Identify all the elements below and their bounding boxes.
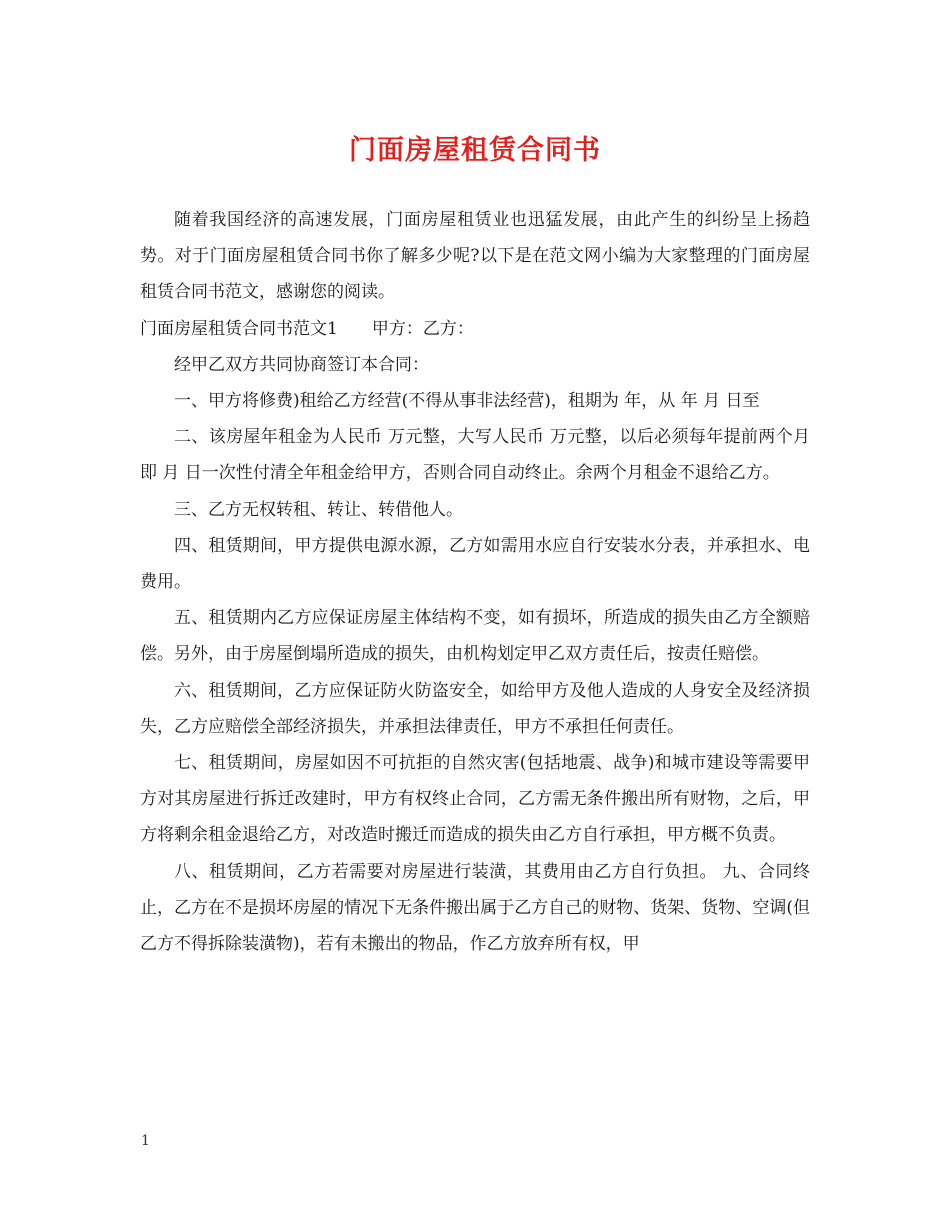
clause-3: 三、乙方无权转租、转让、转借他人。 [174, 499, 463, 520]
sample-heading-parties: 门面房屋租赁合同书范文1 甲方：乙方： [140, 318, 474, 339]
clause-5: 五、租赁期内乙方应保证房屋主体结构不变，如有损坏，所造成的损失由乙方全额赔偿。另外，由于房屋倒塌所造成的损失，由机构划定甲乙双方责任后，按责任赔偿。 [140, 608, 810, 665]
document-body [140, 202, 810, 962]
clause-2: 二、该房屋年租金为人民币 万元整，大写人民币 万元整，以后必须每年提前两个月即 月 日一次性付清全年租金给甲方，否则合同自动终止。余两个月租金不退给乙方。 [140, 427, 810, 484]
intro-paragraph: 随着我国经济的高速发展，门面房屋租赁业也迅猛发展，由此产生的纠纷呈上扬趋势。对于门面房屋租赁合同书你了解多少呢?以下是在范文网小编为大家整理的门面房屋租赁合同书范文，感谢您的阅读。 [140, 210, 810, 303]
document-title: 门面房屋租赁合同书 [349, 135, 601, 166]
page-number: 1 [141, 1133, 150, 1149]
agreement-preamble: 经甲乙双方共同协商签订本合同： [174, 354, 429, 375]
clause-1: 一、甲方将修费)租给乙方经营(不得从事非法经营)，租期为 年，从 年 月 日至 [174, 391, 760, 412]
clause-4: 四、租赁期间，甲方提供电源水源，乙方如需用水应自行安装水分表，并承担水、电费用。 [140, 535, 810, 593]
clause-6: 六、租赁期间，乙方应保证防火防盗安全，如给甲方及他人造成的人身安全及经济损失，乙方应赔偿全部经济损失，并承担法律责任，甲方不承担任何责任。 [140, 680, 810, 737]
clause-8-9: 八、租赁期间，乙方若需要对房屋进行装潢，其费用由乙方自行负担。 九、合同终止，乙方在不是损坏房屋的情况下无条件搬出属于乙方自己的财物、货架、货物、空调(但乙方不得拆除装潢物)，若有未搬出的物品，作乙方放弃所有权，甲 [140, 861, 810, 955]
clause-7: 七、租赁期间，房屋如因不可抗拒的自然灾害(包括地震、战争)和城市建设等需要甲方对其房屋进行拆迁改建时，甲方有权终止合同，乙方需无条件搬出所有财物，之后，甲方将剩余租金退给乙方，对改造时搬迁而造成的损失由乙方自行承担，甲方概不负责。 [140, 753, 810, 846]
